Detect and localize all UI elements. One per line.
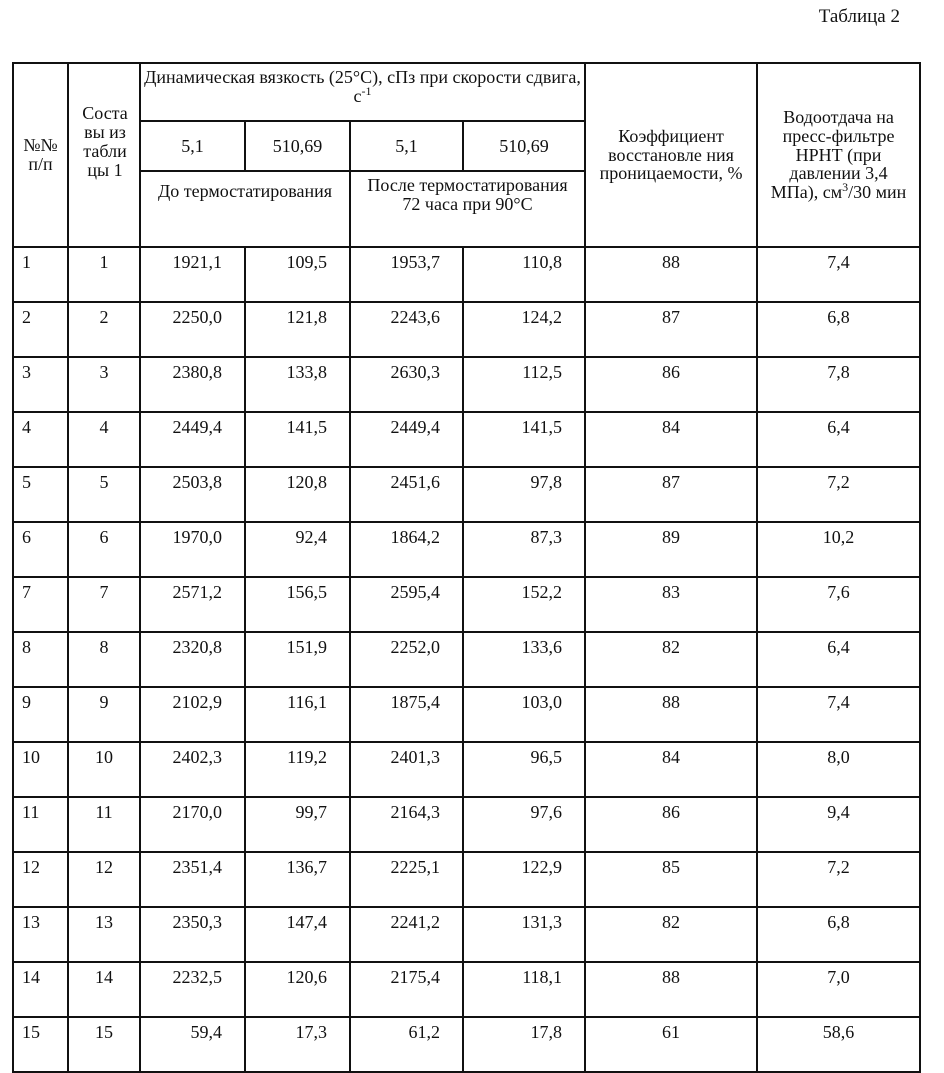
cell-water-loss: 10,2 — [757, 522, 920, 577]
cell-viscosity-after-510-69: 110,8 — [463, 247, 585, 302]
cell-permeability-coefficient: 88 — [585, 962, 757, 1017]
header-shear-rate-2: 510,69 — [245, 121, 350, 171]
header-coefficient: Коэффициент восстановле ния проницаемости, % — [585, 63, 757, 247]
cell-composition: 6 — [68, 522, 140, 577]
cell-viscosity-after-5-1: 61,2 — [350, 1017, 463, 1072]
cell-row-number: 15 — [13, 1017, 68, 1072]
header-composition-text: Соста вы из табли цы 1 — [82, 103, 128, 180]
cell-viscosity-after-5-1: 1864,2 — [350, 522, 463, 577]
cell-permeability-coefficient: 83 — [585, 577, 757, 632]
cell-viscosity-after-510-69: 97,8 — [463, 467, 585, 522]
cell-viscosity-after-5-1: 2595,4 — [350, 577, 463, 632]
cell-composition: 1 — [68, 247, 140, 302]
cell-viscosity-before-5-1: 1970,0 — [140, 522, 245, 577]
table-row — [13, 852, 920, 907]
cell-row-number: 9 — [13, 687, 68, 742]
cell-water-loss: 7,6 — [757, 577, 920, 632]
cell-viscosity-after-5-1: 2451,6 — [350, 467, 463, 522]
cell-viscosity-before-510-69: 119,2 — [245, 742, 350, 797]
cell-water-loss: 6,8 — [757, 302, 920, 357]
cell-viscosity-after-510-69: 97,6 — [463, 797, 585, 852]
cell-viscosity-after-5-1: 2449,4 — [350, 412, 463, 467]
cell-row-number: 13 — [13, 907, 68, 962]
cell-viscosity-before-510-69: 156,5 — [245, 577, 350, 632]
cell-viscosity-after-510-69: 17,8 — [463, 1017, 585, 1072]
cell-permeability-coefficient: 88 — [585, 687, 757, 742]
cell-composition: 2 — [68, 302, 140, 357]
cell-viscosity-before-510-69: 120,6 — [245, 962, 350, 1017]
header-water-loss — [757, 63, 920, 247]
cell-viscosity-before-5-1: 2350,3 — [140, 907, 245, 962]
cell-viscosity-after-5-1: 2243,6 — [350, 302, 463, 357]
cell-viscosity-after-510-69: 141,5 — [463, 412, 585, 467]
table-row — [13, 467, 920, 522]
table-row — [13, 687, 920, 742]
header-shear-rate-3: 5,1 — [350, 121, 463, 171]
cell-permeability-coefficient: 89 — [585, 522, 757, 577]
cell-viscosity-before-510-69: 151,9 — [245, 632, 350, 687]
cell-composition: 5 — [68, 467, 140, 522]
cell-viscosity-after-510-69: 133,6 — [463, 632, 585, 687]
cell-viscosity-after-510-69: 131,3 — [463, 907, 585, 962]
cell-viscosity-before-5-1: 59,4 — [140, 1017, 245, 1072]
cell-viscosity-before-5-1: 2170,0 — [140, 797, 245, 852]
cell-viscosity-after-5-1: 1875,4 — [350, 687, 463, 742]
cell-viscosity-after-510-69: 124,2 — [463, 302, 585, 357]
cell-viscosity-before-510-69: 147,4 — [245, 907, 350, 962]
cell-viscosity-before-510-69: 92,4 — [245, 522, 350, 577]
cell-viscosity-after-5-1: 2241,2 — [350, 907, 463, 962]
table-row — [13, 742, 920, 797]
cell-composition: 12 — [68, 852, 140, 907]
cell-water-loss: 58,6 — [757, 1017, 920, 1072]
header-water-loss-sup: 3 — [842, 180, 849, 195]
cell-permeability-coefficient: 85 — [585, 852, 757, 907]
table-caption: Таблица 2 — [818, 6, 900, 27]
cell-water-loss: 7,2 — [757, 852, 920, 907]
header-after-thermostat: После термостатирования 72 часа при 90°С — [350, 171, 585, 247]
cell-composition: 9 — [68, 687, 140, 742]
cell-composition: 11 — [68, 797, 140, 852]
table-row — [13, 577, 920, 632]
cell-permeability-coefficient: 84 — [585, 742, 757, 797]
header-shear-rate-4: 510,69 — [463, 121, 585, 171]
cell-row-number: 3 — [13, 357, 68, 412]
cell-row-number: 8 — [13, 632, 68, 687]
cell-composition: 3 — [68, 357, 140, 412]
cell-row-number: 14 — [13, 962, 68, 1017]
cell-viscosity-after-5-1: 1953,7 — [350, 247, 463, 302]
cell-viscosity-after-5-1: 2401,3 — [350, 742, 463, 797]
header-water-loss-text: Водоотдача на пресс-фильтре НРНТ (при давлении 3,4 МПа), см — [770, 106, 895, 203]
cell-water-loss: 7,4 — [757, 687, 920, 742]
table-row — [13, 907, 920, 962]
cell-water-loss: 6,4 — [757, 632, 920, 687]
cell-composition: 15 — [68, 1017, 140, 1072]
cell-viscosity-before-510-69: 99,7 — [245, 797, 350, 852]
cell-row-number: 6 — [13, 522, 68, 577]
header-composition — [68, 63, 140, 247]
cell-water-loss: 7,8 — [757, 357, 920, 412]
cell-water-loss: 9,4 — [757, 797, 920, 852]
cell-viscosity-before-5-1: 2102,9 — [140, 687, 245, 742]
cell-viscosity-before-5-1: 2351,4 — [140, 852, 245, 907]
cell-permeability-coefficient: 82 — [585, 907, 757, 962]
cell-composition: 10 — [68, 742, 140, 797]
cell-viscosity-after-510-69: 118,1 — [463, 962, 585, 1017]
cell-viscosity-before-510-69: 116,1 — [245, 687, 350, 742]
cell-viscosity-after-510-69: 87,3 — [463, 522, 585, 577]
cell-viscosity-before-510-69: 141,5 — [245, 412, 350, 467]
cell-viscosity-after-5-1: 2630,3 — [350, 357, 463, 412]
cell-water-loss: 6,4 — [757, 412, 920, 467]
table-row — [13, 1017, 920, 1072]
cell-viscosity-after-5-1: 2164,3 — [350, 797, 463, 852]
data-table — [12, 62, 921, 1073]
cell-viscosity-before-5-1: 2449,4 — [140, 412, 245, 467]
header-before-thermostat: До термостатирования — [140, 171, 350, 247]
table-row — [13, 357, 920, 412]
cell-viscosity-after-510-69: 103,0 — [463, 687, 585, 742]
table-row — [13, 522, 920, 577]
cell-viscosity-before-5-1: 2320,8 — [140, 632, 245, 687]
table-row — [13, 247, 920, 302]
header-viscosity — [140, 63, 585, 121]
table-row — [13, 302, 920, 357]
cell-viscosity-before-510-69: 121,8 — [245, 302, 350, 357]
cell-viscosity-after-510-69: 122,9 — [463, 852, 585, 907]
cell-viscosity-after-510-69: 112,5 — [463, 357, 585, 412]
cell-viscosity-before-5-1: 2232,5 — [140, 962, 245, 1017]
header-viscosity-text: Динамическая вязкость (25°С), сПз при скорости сдвига, с — [144, 67, 581, 106]
cell-permeability-coefficient: 84 — [585, 412, 757, 467]
header-shear-rate-1: 5,1 — [140, 121, 245, 171]
cell-viscosity-before-5-1: 2250,0 — [140, 302, 245, 357]
header-water-loss-unit: /30 мин — [848, 182, 907, 203]
cell-viscosity-after-5-1: 2252,0 — [350, 632, 463, 687]
cell-water-loss: 7,0 — [757, 962, 920, 1017]
cell-viscosity-after-5-1: 2225,1 — [350, 852, 463, 907]
table-row — [13, 632, 920, 687]
header-viscosity-sup: -1 — [361, 83, 372, 98]
cell-row-number: 7 — [13, 577, 68, 632]
cell-viscosity-before-510-69: 133,8 — [245, 357, 350, 412]
cell-row-number: 11 — [13, 797, 68, 852]
cell-viscosity-before-5-1: 1921,1 — [140, 247, 245, 302]
cell-water-loss: 8,0 — [757, 742, 920, 797]
cell-permeability-coefficient: 82 — [585, 632, 757, 687]
cell-row-number: 12 — [13, 852, 68, 907]
cell-permeability-coefficient: 88 — [585, 247, 757, 302]
cell-viscosity-before-5-1: 2380,8 — [140, 357, 245, 412]
table-row — [13, 962, 920, 1017]
cell-water-loss: 7,2 — [757, 467, 920, 522]
cell-permeability-coefficient: 86 — [585, 357, 757, 412]
cell-viscosity-before-5-1: 2503,8 — [140, 467, 245, 522]
cell-permeability-coefficient: 87 — [585, 467, 757, 522]
cell-viscosity-before-510-69: 17,3 — [245, 1017, 350, 1072]
cell-composition: 7 — [68, 577, 140, 632]
cell-row-number: 10 — [13, 742, 68, 797]
cell-permeability-coefficient: 87 — [585, 302, 757, 357]
cell-row-number: 4 — [13, 412, 68, 467]
table-row — [13, 797, 920, 852]
cell-viscosity-after-510-69: 96,5 — [463, 742, 585, 797]
cell-viscosity-after-5-1: 2175,4 — [350, 962, 463, 1017]
cell-composition: 8 — [68, 632, 140, 687]
cell-viscosity-before-510-69: 136,7 — [245, 852, 350, 907]
cell-row-number: 2 — [13, 302, 68, 357]
cell-composition: 13 — [68, 907, 140, 962]
cell-viscosity-after-510-69: 152,2 — [463, 577, 585, 632]
cell-row-number: 1 — [13, 247, 68, 302]
table-row — [13, 412, 920, 467]
cell-viscosity-before-510-69: 109,5 — [245, 247, 350, 302]
header-row-number: №№ п/п — [13, 63, 68, 247]
cell-composition: 4 — [68, 412, 140, 467]
cell-permeability-coefficient: 61 — [585, 1017, 757, 1072]
cell-water-loss: 7,4 — [757, 247, 920, 302]
cell-viscosity-before-5-1: 2402,3 — [140, 742, 245, 797]
cell-water-loss: 6,8 — [757, 907, 920, 962]
cell-viscosity-before-5-1: 2571,2 — [140, 577, 245, 632]
cell-composition: 14 — [68, 962, 140, 1017]
cell-row-number: 5 — [13, 467, 68, 522]
cell-viscosity-before-510-69: 120,8 — [245, 467, 350, 522]
cell-permeability-coefficient: 86 — [585, 797, 757, 852]
